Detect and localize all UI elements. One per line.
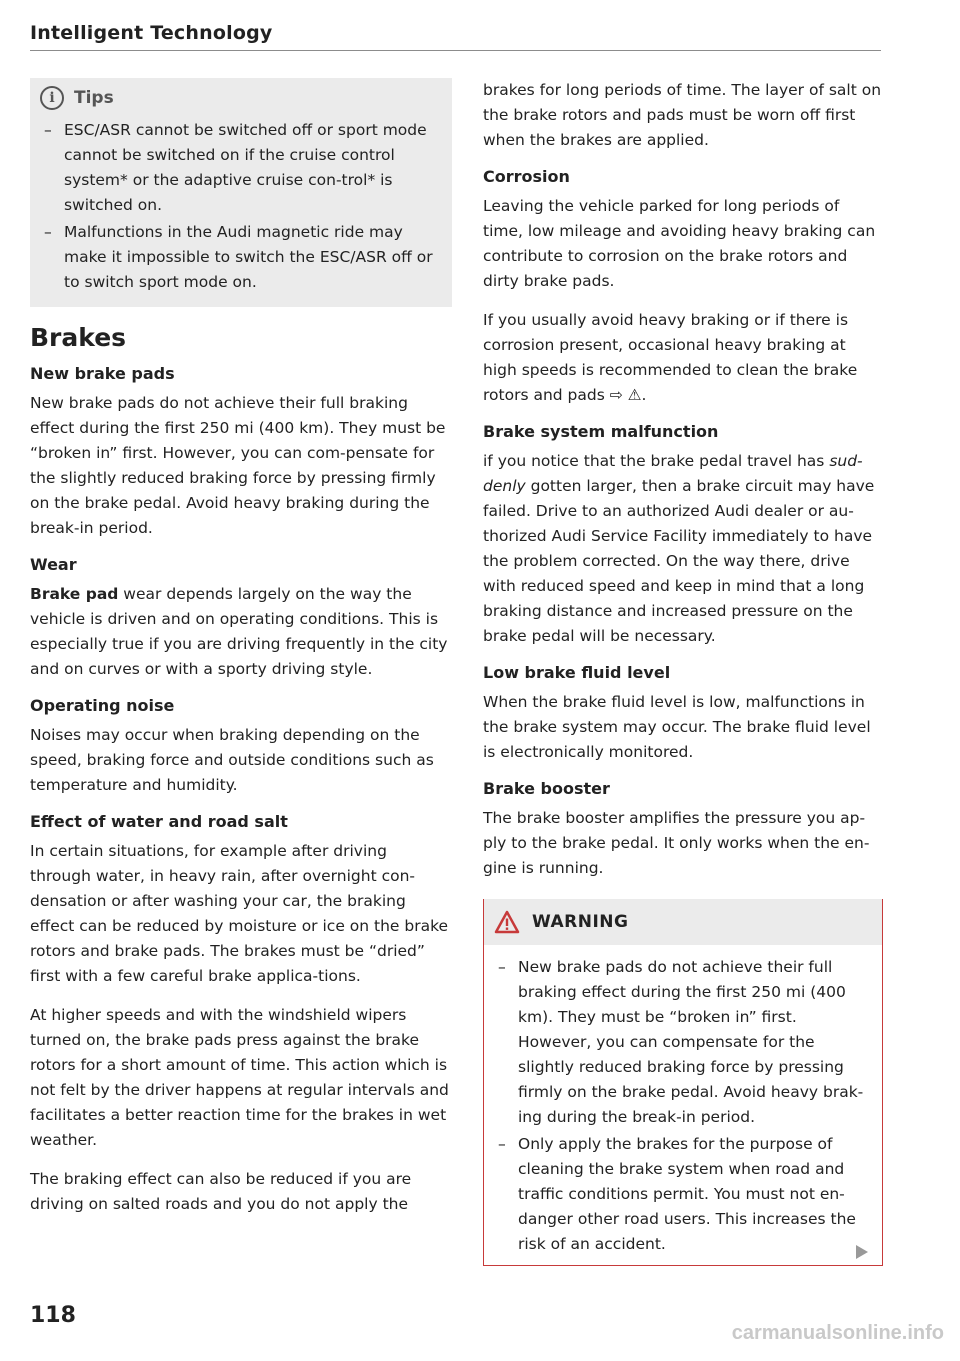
paragraph-brake-malfunction: [483, 449, 883, 649]
watermark: carmanualsonline.info: [731, 1322, 944, 1344]
term-brake-pad: Brake pad: [30, 585, 119, 603]
paragraph-corrosion-2: If you usually avoid heavy braking or if there is corrosion present, occasional heavy braking at high speeds is recommended to clean the brake rotors and pads ⇨ ⚠.: [483, 311, 858, 404]
subheading-water-salt: Effect of water and road salt: [30, 812, 288, 831]
subheading-operating-noise: Operating noise: [30, 696, 175, 715]
subheading-brake-booster: Brake booster: [483, 779, 610, 798]
paragraph-brake-booster: The brake booster amplifies the pressure you ap-ply to the brake pedal. It only works when the en-gine is running.: [483, 809, 870, 877]
paragraph-water-salt-continued: brakes for long periods of time. The layer of salt on the brake rotors and pads must be worn off first when the brakes are applied.: [483, 81, 882, 149]
page-number: 118: [30, 1303, 76, 1328]
subheading-brake-fluid: Low brake fluid level: [483, 663, 671, 682]
tips-title: Tips: [74, 88, 114, 108]
paragraph-water-salt-1: In certain situations, for example after driving through water, in heavy rain, after overnight con-densation or after washing your car, the braking effect can be reduced by moisture or ice on the brake rotors and brake pads. The brakes must be “dried” first with a few careful brake applica-tions.: [30, 842, 449, 985]
malfunction-text-a: if you notice that the brake pedal travel has: [483, 452, 830, 470]
subheading-new-brake-pads: New brake pads: [30, 364, 175, 383]
tips-header: [40, 86, 438, 110]
section-title: Intelligent Technology: [30, 22, 273, 44]
subheading-wear: Wear: [30, 555, 77, 574]
tips-box: [30, 78, 452, 307]
warning-triangle-icon: [494, 910, 520, 934]
paragraph-operating-noise: Noises may occur when braking depending on the speed, braking force and outside conditions such as temperature and humidity.: [30, 726, 434, 794]
right-column: [483, 78, 883, 1266]
paragraph-new-brake-pads: New brake pads do not achieve their full braking effect during the first 250 mi (400 km). They must be “broken in” first. However, you can com-pensate for the slightly reduced braking force by pressing firmly on the brake pedal. Avoid heavy braking during the break-in period.: [30, 394, 446, 537]
paragraph-water-salt-2: At higher speeds and with the windshield wipers turned on, the brake pads press against the brake rotors for a short amount of time. This action which is not felt by the driver happens at regular intervals and facilitates a better reaction time for the brakes in wet weather.: [30, 1006, 449, 1149]
paragraph-wear: [30, 582, 452, 682]
header-divider: [30, 50, 881, 51]
section-heading-brakes: Brakes: [30, 323, 127, 352]
paragraph-water-salt-3: The braking effect can also be reduced if you are driving on salted roads and you do not apply the: [30, 1170, 412, 1213]
wear-text: wear depends largely on the way the vehicle is driven and on operating conditions. This is especially true if you are driving frequently in the city and on curves or with a sporty driving style.: [30, 585, 448, 678]
malfunction-text-emphasis: sud-denly: [483, 452, 863, 495]
paragraph-corrosion-1: Leaving the vehicle parked for long periods of time, low mileage and avoiding heavy braking can contribute to corrosion on the brake rotors and dirty brake pads.: [483, 197, 876, 290]
warning-item: – Only apply the brakes for the purpose of cleaning the brake system when road and traffic conditions permit. You must not en-danger other road users. This increases the risk of an accident.: [494, 1132, 868, 1257]
subheading-brake-malfunction: Brake system malfunction: [483, 422, 719, 441]
warning-title: WARNING: [532, 912, 629, 932]
continue-arrow-icon: [856, 1245, 868, 1259]
tips-item: – Malfunctions in the Audi magnetic ride may make it impossible to switch the ESC/ASR off or to switch sport mode on.: [40, 220, 438, 295]
malfunction-text-b: gotten larger, then a brake circuit may have failed. Drive to an authorized Audi dealer or au-thorized Audi Service Facility immediately to have the problem corrected. On the way there, drive with reduced speed and keep in mind that a long braking distance and increased pressure on the brake pedal will be necessary.: [483, 477, 875, 645]
subheading-corrosion: Corrosion: [483, 167, 570, 186]
paragraph-brake-fluid: When the brake fluid level is low, malfunctions in the brake system may occur. The brake fluid level is electronically monitored.: [483, 693, 871, 761]
warning-header: [484, 899, 882, 945]
tips-item: – ESC/ASR cannot be switched off or sport mode cannot be switched on if the cruise control system* or the adaptive cruise con-trol* is switched on.: [40, 118, 438, 218]
left-column: [30, 78, 452, 1231]
warning-box: [483, 899, 883, 1266]
warning-body: [484, 945, 882, 1265]
info-circle-icon: i: [40, 86, 64, 110]
warning-list: [494, 955, 868, 1257]
tips-list: [40, 118, 438, 295]
warning-item: – New brake pads do not achieve their full braking effect during the first 250 mi (400 km). They must be “broken in” first. However, you can compensate for the slightly reduced braking force by pressing firmly on the brake pedal. Avoid heavy brak-ing during the break-in period.: [494, 955, 868, 1130]
